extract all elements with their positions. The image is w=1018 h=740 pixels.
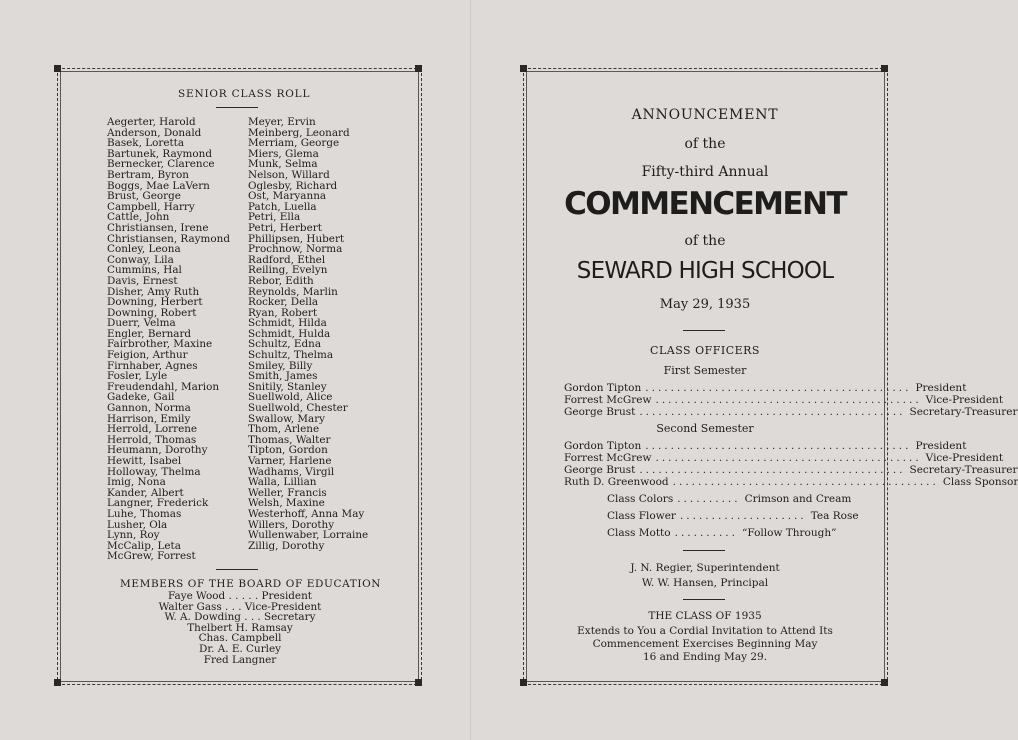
class-item-label: Class Colors <box>607 493 674 505</box>
student-name: Walla, Lillian <box>248 476 317 489</box>
student-name: Munk, Selma <box>248 158 318 171</box>
class-motto-row <box>607 527 837 539</box>
student-name: Campbell, Harry <box>107 200 195 213</box>
corner-ornament <box>520 679 527 686</box>
student-name: Gadeke, Gail <box>107 391 175 404</box>
class-item-value: Crimson and Cream <box>744 493 852 505</box>
class-item-value: “Follow Through” <box>742 527 837 539</box>
student-name: Westerhoff, Anna May <box>248 507 365 520</box>
student-name: Reiling, Evelyn <box>248 264 328 277</box>
first-semester-heading: First Semester <box>663 364 747 377</box>
student-name: Petri, Herbert <box>248 221 322 234</box>
student-name: Conway, Lila <box>107 253 174 266</box>
student-name: Boggs, Mae LaVern <box>107 179 210 192</box>
student-name: Rebor, Edith <box>248 274 314 287</box>
student-name: Downing, Herbert <box>107 296 203 309</box>
student-name: Aegerter, Harold <box>107 116 196 128</box>
student-name: Schmidt, Hilda <box>248 317 327 330</box>
officer-role: Class Sponsor <box>942 476 1018 488</box>
board-member-list <box>120 591 360 665</box>
student-name: Suellwold, Alice <box>248 391 333 404</box>
student-name: Cummins, Hal <box>107 264 182 277</box>
dot-leader: .......................................... <box>645 382 912 394</box>
divider <box>683 599 725 600</box>
class-item-label: Class Motto <box>607 527 671 539</box>
student-name: Cattle, John <box>107 211 170 224</box>
principal-line: W. W. Hansen, Principal <box>641 577 769 589</box>
corner-ornament <box>881 65 888 72</box>
student-name: Miers, Glema <box>248 147 319 160</box>
student-name: Harrison, Emily <box>107 412 191 425</box>
officer-role: President <box>915 382 967 394</box>
corner-ornament <box>54 679 61 686</box>
student-name: Radford, Ethel <box>248 253 326 266</box>
invitation-line: Commencement Exercises Beginning May <box>592 638 818 650</box>
board-member-line: Chas. Campbell <box>198 632 282 645</box>
dot-leader: .......................................... <box>645 440 912 452</box>
student-name: Heumann, Dorothy <box>107 444 208 457</box>
invitation-line: Extends to You a Cordial Invitation to Attend Its <box>577 625 833 637</box>
dot-leader: .......... <box>674 527 738 539</box>
superintendent-line: J. N. Regier, Superintendent <box>630 562 780 574</box>
student-name: Anderson, Donald <box>107 126 202 139</box>
student-name: Fairbrother, Maxine <box>107 338 213 351</box>
roll-column-2 <box>248 117 368 551</box>
divider <box>683 330 725 331</box>
student-name: Freudendahl, Marion <box>107 380 220 393</box>
student-name: Smith, James <box>248 370 318 383</box>
dot-leader: .......................................... <box>672 476 939 488</box>
corner-ornament <box>54 65 61 72</box>
student-name: Firnhaber, Agnes <box>107 359 198 372</box>
student-name: Oglesby, Richard <box>248 179 338 192</box>
officer-role: Vice-President <box>925 452 1004 464</box>
board-member-line: Faye Wood . . . . . President <box>168 590 312 602</box>
officer-name: Ruth D. Greenwood <box>564 476 669 488</box>
student-name: Ryan, Robert <box>248 306 318 319</box>
school-name-title: SEWARD HIGH SCHOOL <box>576 258 834 284</box>
officer-row <box>564 476 1018 488</box>
student-name: Bernecker, Clarence <box>107 158 215 171</box>
student-name: Wullenwaber, Lorraine <box>248 529 369 542</box>
class-item-value: Tea Rose <box>810 510 859 522</box>
student-name: Duerr, Velma <box>107 317 176 330</box>
student-name: Phillipsen, Hubert <box>248 232 345 245</box>
officer-name: Gordon Tipton <box>564 382 642 394</box>
student-name: Reynolds, Marlin <box>248 285 338 298</box>
officer-role: Vice-President <box>925 394 1004 406</box>
invitation-line: 16 and Ending May 29. <box>642 651 768 663</box>
student-name: Bertram, Byron <box>107 168 189 181</box>
student-name: Schultz, Thelma <box>248 349 334 362</box>
student-name: Christiansen, Irene <box>107 221 209 234</box>
student-name: Kander, Albert <box>107 486 184 499</box>
student-name: Disher, Amy Ruth <box>107 285 200 298</box>
divider <box>683 550 725 551</box>
officer-name: Forrest McGrew <box>564 394 652 406</box>
student-name: Suellwold, Chester <box>248 402 348 415</box>
student-name: Gannon, Norma <box>107 402 191 415</box>
officer-row <box>564 464 1018 476</box>
of-the-text: of the <box>684 136 726 152</box>
student-name: Meyer, Ervin <box>248 116 316 128</box>
student-name: Petri, Ella <box>248 211 301 224</box>
divider <box>216 107 258 108</box>
fifty-third-annual-text: Fifty-third Annual <box>641 164 769 180</box>
student-name: Snitily, Stanley <box>248 380 327 393</box>
student-name: Welsh, Maxine <box>248 497 325 510</box>
class-colors-row <box>607 493 852 505</box>
board-member-line: Dr. A. E. Curley <box>198 642 281 655</box>
student-name: Weller, Francis <box>248 486 327 499</box>
corner-ornament <box>415 65 422 72</box>
roll-column-1 <box>107 117 230 562</box>
senior-class-roll-heading: SENIOR CLASS ROLL <box>178 88 311 100</box>
student-name: Lynn, Roy <box>107 529 160 542</box>
student-name: Fosler, Lyle <box>107 370 168 383</box>
board-of-education-heading: MEMBERS OF THE BOARD OF EDUCATION <box>120 578 382 590</box>
student-name: Varner, Harlene <box>248 455 332 467</box>
student-name: Bartunek, Raymond <box>107 147 212 160</box>
of-the-text: of the <box>684 233 726 249</box>
officer-row <box>564 452 1004 464</box>
dot-leader: .......... <box>677 493 741 505</box>
officer-row <box>564 440 967 452</box>
student-name: Engler, Bernard <box>107 327 192 340</box>
student-name: Wadhams, Virgil <box>248 465 335 478</box>
class-flower-row <box>607 510 859 522</box>
dot-leader: .......................................... <box>639 464 906 476</box>
class-item-label: Class Flower <box>607 510 676 522</box>
student-name: Christiansen, Raymond <box>107 232 231 245</box>
dot-leader: .................... <box>679 510 807 522</box>
officer-row <box>564 394 1004 406</box>
corner-ornament <box>415 679 422 686</box>
corner-ornament <box>881 679 888 686</box>
student-name: Schultz, Edna <box>248 338 322 351</box>
board-member-line: Thelbert H. Ramsay <box>187 621 293 634</box>
student-name: McGrew, Forrest <box>107 550 196 563</box>
officer-row <box>564 406 1018 418</box>
student-name: Ost, Maryanna <box>248 190 327 203</box>
student-name: Conley, Leona <box>107 243 181 256</box>
board-member-line: W. A. Dowding . . . Secretary <box>164 611 316 624</box>
student-name: Prochnow, Norma <box>248 243 343 256</box>
student-name: Brust, George <box>107 190 181 203</box>
second-semester-heading: Second Semester <box>656 422 754 435</box>
student-name: McCalip, Leta <box>107 539 181 552</box>
student-name: Davis, Ernest <box>107 274 178 287</box>
commencement-date: May 29, 1935 <box>659 297 751 312</box>
student-name: Herrold, Thomas <box>107 433 197 446</box>
class-officers-heading: CLASS OFFICERS <box>650 344 760 357</box>
student-name: Feigion, Arthur <box>107 349 188 362</box>
student-name: Thom, Arlene <box>248 423 320 436</box>
student-name: Langner, Frederick <box>107 497 209 510</box>
officer-name: Gordon Tipton <box>564 440 642 452</box>
board-member-line: Fred Langner <box>203 653 277 666</box>
student-name: Smiley, Billy <box>248 359 313 372</box>
officer-row <box>564 382 967 394</box>
dot-leader: .......................................... <box>639 406 906 418</box>
announcement-heading: ANNOUNCEMENT <box>631 107 779 123</box>
student-name: Zillig, Dorothy <box>248 539 325 552</box>
center-fold <box>470 0 471 740</box>
corner-ornament <box>520 65 527 72</box>
student-name: Rocker, Della <box>248 296 319 309</box>
student-name: Swallow, Mary <box>248 412 326 425</box>
student-name: Holloway, Thelma <box>107 465 201 478</box>
student-name: Tipton, Gordon <box>248 444 328 457</box>
officer-name: George Brust <box>564 406 636 418</box>
officer-role: Secretary-Treasurer <box>909 464 1018 476</box>
officer-role: President <box>915 440 967 452</box>
divider <box>216 569 258 570</box>
student-name: Nelson, Willard <box>248 168 330 181</box>
student-name: Lusher, Ola <box>107 518 168 531</box>
student-name: Schmidt, Hulda <box>248 327 331 340</box>
commencement-title: COMMENCEMENT <box>564 186 846 222</box>
officer-name: Forrest McGrew <box>564 452 652 464</box>
student-name: Imig, Nona <box>107 476 166 489</box>
student-name: Patch, Luella <box>248 200 317 213</box>
student-name: Downing, Robert <box>107 306 197 319</box>
student-name: Willers, Dorothy <box>248 518 335 531</box>
officer-name: George Brust <box>564 464 636 476</box>
dot-leader: .......................................... <box>655 452 922 464</box>
student-name: Merriam, George <box>248 137 340 150</box>
student-name: Basek, Loretta <box>107 137 185 150</box>
dot-leader: .......................................... <box>655 394 922 406</box>
student-name: Hewitt, Isabel <box>107 455 182 467</box>
student-name: Meinberg, Leonard <box>248 126 350 139</box>
board-member-line: Walter Gass . . . Vice-President <box>158 600 322 613</box>
student-name: Luhe, Thomas <box>107 507 182 520</box>
student-name: Thomas, Walter <box>248 433 331 446</box>
student-name: Herrold, Lorrene <box>107 423 198 436</box>
class-of-1935-line: THE CLASS OF 1935 <box>648 610 762 622</box>
officer-role: Secretary-Treasurer <box>909 406 1018 418</box>
